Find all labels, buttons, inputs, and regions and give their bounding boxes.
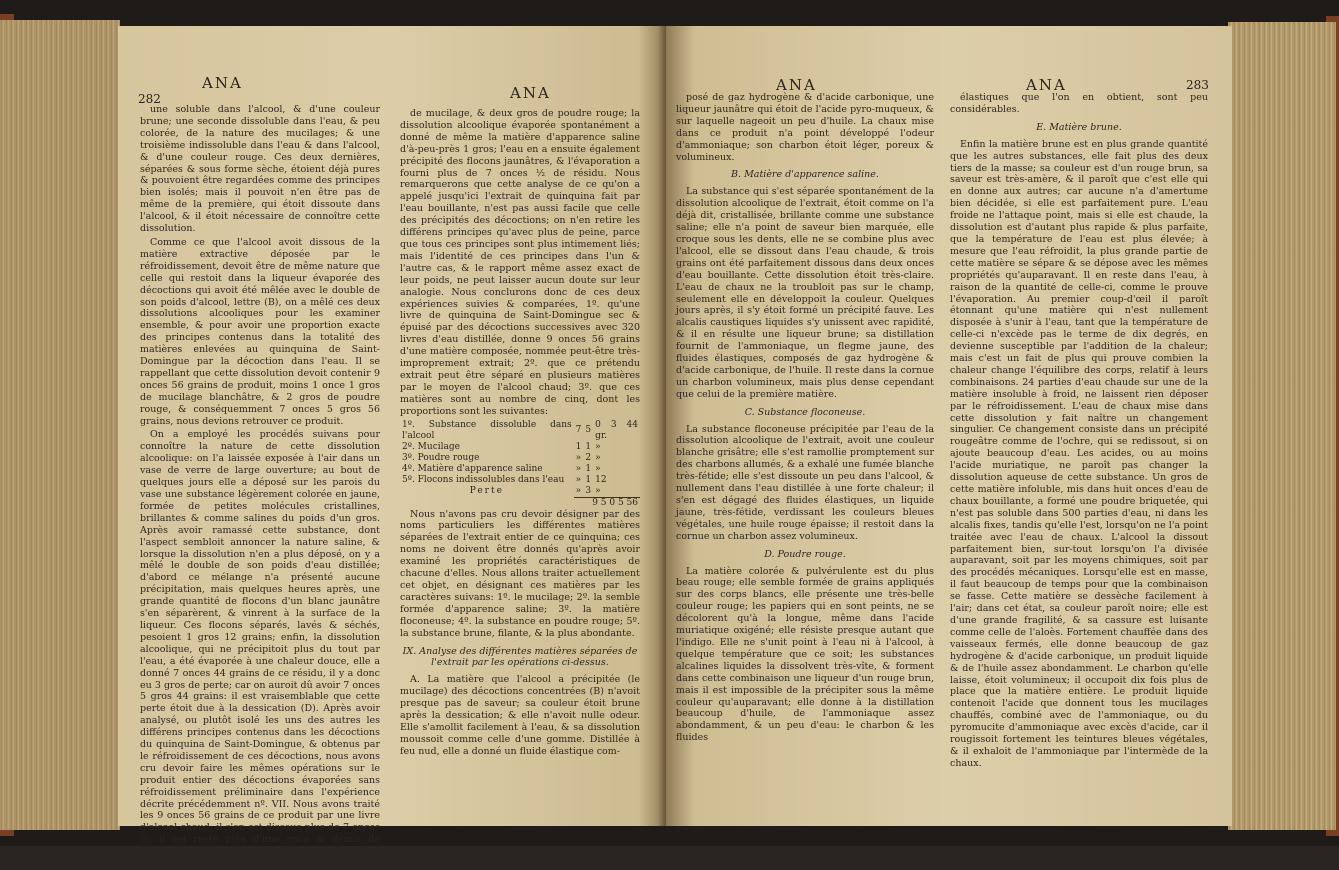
- right-page: [666, 26, 1232, 826]
- paragraph: La substance floconeuse précipitée par l'eau de la dissolution alcoolique de l'extrait, avoit une couleur blanche grisâtre; elle s'est ramollie promptement sur des charbons allumés, & a exhalé une fumée blanche très-fétide; elle s'est dissoute un peu dans l'alcool, & nullement dans l'eau distillée à une forte chaleur; il s'en est dégagé des fluides élastiques, un liquide jaune, très-fétide, verdissant les couleurs bleues végétales, une huile rouge épaisse; il restoit dans la cornue un charbon assez volumineux.: [676, 423, 934, 542]
- table-row: [400, 486, 640, 498]
- table-row: [400, 442, 640, 453]
- table-cell: 4º. Matière d'apparence saline: [402, 463, 543, 474]
- page-number-left: 282: [138, 92, 161, 106]
- table-cell: 1: [575, 441, 582, 452]
- table-cell: 12: [595, 474, 607, 485]
- page-edges-left: [0, 20, 120, 830]
- right-column-2: [950, 92, 1208, 816]
- table-cell: 1: [585, 441, 592, 452]
- table-total: 9 5 0 5 56: [574, 497, 640, 509]
- table-cell: »: [595, 463, 601, 474]
- table-cell: 7: [575, 425, 582, 436]
- table-cell: »: [575, 463, 582, 474]
- table-row: [400, 464, 640, 475]
- running-header-right-1: ANA: [776, 76, 817, 94]
- table-cell: 3: [585, 485, 592, 496]
- left-page: [118, 26, 666, 870]
- table-cell: Perte: [469, 485, 504, 496]
- proportions-table: [400, 420, 640, 509]
- paragraph: Enfin la matière brune est en plus grande quantité que les autres substances, elle fait plus des deux tiers de la masse; sa couleur est d'un rouge brun, sa saveur est très-amère, & il paroît que c'est elle qui en donne aux autres; car aucune n'a d'amertume bien décidée, si elle est parfaitement pure. L'eau froide ne l'attaque point, mais si elle est chaude, la dissolution est d'autant plus rapide & plus parfaite, que la température de l'eau est plus élevée; à mesure que l'eau réfroidit, la plus grande partie de cette matière se sépare & se dépose avec les mêmes propriétés qu'auparavant. Il en reste dans l'eau, à raison de la quantité de celle-ci, comme le prouve l'évaporation. Au premier coup-d'œil il paroît étonnant qu'une matière qui n'est nullement disposée à s'unir à l'eau, tant que la température de celle-ci n'excède pas le terme de dix degrés, en devienne susceptible par l'addition de la chaleur; mais c'est un fait de plus qui prouve combien la chaleur change l'équilibre des corps, relatif à leurs combinaisons. 24 parties d'eau chaude sur une de la matière insoluble à froid, ne laissent rien déposer par le réfroidissement. L'eau de chaux mise dans cette dissolution y fait naître un changement singulier. Ce changement consiste dans un précipité rougeâtre comme de l'ochre, qui se redissout, si on ajoute beaucoup d'eau. Les acides, ou au moins l'acide muriatique, ne paroît pas changer la dissolution aqueuse de cette substance. Un gros de cette matière infoluble, mis dans huit onces d'eau de chaux bouillante, a formé une poudre briquetée, qui n'est pas soluble dans 500 parties d'eau, ni dans les alcalis fixes, tandis qu'elle l'est, lorsqu'on ne l'a point traitée avec l'eau de chaux. L'alcool la dissout parfaitement bien, sur-tout lorsqu'on l'a divisée auparavant, soit par les moyens chimiques, soit par des procédés mécaniques. Lorsqu'elle est en masse, il faut beaucoup de temps pour que la combinaison se fasse. Cette matière se dessèche facilement à l'air; dans cet état, sa couleur paroît noire; elle est d'une grande fragilité, & sa cassure est luisante comme celle de l'aloès. Fortement chauffée dans des vaisseaux fermés, elle donne beaucoup de gaz hydrogène & d'acide carbonique, un produit liquide & de l'huile assez abondamment. Le charbon qu'elle laisse, étoit volumineux; il occupoit dix fois plus de place que la matière entière. Le produit liquide contenoit l'acide que donnent tous les mucilages chauffés, combiné avec de l'ammoniaque, ou du pyromucite d'ammoniaque avec excès d'acide, car il rougissoit fortement les teintures bleues végétales, & il exhaloit de l'ammoniaque par l'intermède de la chaux.: [950, 138, 1208, 769]
- right-column-1: [676, 92, 934, 816]
- paragraph: élastiques que l'on en obtient, sont peu considérables.: [950, 92, 1208, 115]
- section-heading: B. Matière d'apparence saline.: [731, 169, 879, 181]
- table-row: [400, 420, 640, 442]
- paragraph: La matière colorée & pulvérulente est du plus beau rouge; elle semble formée de grains appliqués sur des corps blancs, elle présente une très-belle couleur rouge; les papiers qui en sont peints, ne se décolorent qu'à la longue, même dans l'acide muriatique oxigéné; elle résiste presque autant que l'indigo. Elle ne s'unit point à l'eau ni à l'alcool, à quelque température que ce soit; les substances alcalines liquides la dissolvent très-vîte, & forment dans cette combinaison une liqueur d'un rouge brun, mais il est impossible de la précipiter sous la même couleur qu'auparavant; elle donne à la distillation beaucoup d'huile, de l'ammoniaque assez abondamment, & un peu d'eau: le charbon & les fluides: [676, 565, 934, 744]
- table-cell: 2º. Mucilage: [402, 441, 460, 452]
- table-cell: »: [595, 485, 601, 496]
- paragraph: une soluble dans l'alcool, & d'une couleur brune; une seconde dissoluble dans l'eau, & peu colorée, de la nature des mucilages; & une troisième indissoluble dans l'eau & dans l'alcool, & d'une couleur rouge. Ces deux dernières, séparées & sous forme sèche, étoient déjà pures & pouvoient être regardées comme des principes bien isolés; mais il pouvoit n'en être pas de même de la première, qui étoit dissoute dans l'alcool, & il étoit nécessaire de connoître cette dissolution.: [140, 104, 380, 235]
- section-heading: IX. Analyse des différentes matières séparées de l'extrait par les opérations ci-dessus.: [402, 645, 638, 669]
- section-heading: C. Substance floconeuse.: [744, 406, 866, 418]
- table-cell: 1: [585, 463, 592, 474]
- table-cell: 3º. Poudre rouge: [402, 452, 480, 463]
- paragraph: Comme ce que l'alcool avoit dissous de la matière extractive déposée par le réfroidissement, devoit être de même nature que celle qui restoit dans la liqueur évaporée des décoctions qui avoit été mêlée avec le double de son poids d'alcool, lettre (B), on a mêlé ces deux dissolutions alcooliques pour les examiner ensemble, & pour avoir une proportion exacte des principes contenus dans la totalité des matières enlevées au quinquina de Saint-Domingue par la décoction dans l'eau. Il se rappellant que cette dissolution devoit contenir 9 onces 56 grains de produit, moins 1 once 1 gros de mucilage blanchâtre, & 2 gros de poudre rouge, & conséquemment 7 onces 5 gros 56 grains, nous devions retrouver ce produit.: [140, 236, 380, 427]
- table-cell: 0 3 44 gr.: [595, 419, 638, 441]
- running-header-left-1: ANA: [202, 74, 243, 92]
- table-row: [400, 453, 640, 464]
- table-cell: 5º. Flocons indissolubles dans l'eau: [402, 474, 565, 485]
- table-cell: »: [575, 485, 582, 496]
- paragraph: Nous n'avons pas cru devoir désigner par des noms particuliers les différentes matières séparées de l'extrait entier de ce quinquina; ces noms ne doivent être donnés qu'après avoir examiné les propriétés caractéristiques de chacune d'elles. Nous allons traiter actuellement cet objet, en désignant ces matières par les caractères suivans: 1º. le mucilage; 2º. la semble formée d'apparence saline; 3º. la matière floconeuse; 4º. la substance en poudre rouge; 5º. la substance brune, filante, & la plus abondante.: [400, 508, 640, 639]
- table-cell: »: [575, 452, 582, 463]
- paragraph: posé de gaz hydrogène & d'acide carbonique, une liqueur jaunâtre qui étoit de l'acide pyro-muqueux, & sur laquelle nageoit un peu d'huile. La chaux mise dans ce produit n'a point développé l'odeur d'ammoniaque; son charbon étoit léger, poreux & volumineux.: [676, 92, 934, 163]
- page-number-right: 283: [1186, 78, 1209, 92]
- table-cell: »: [575, 474, 582, 485]
- table-cell: »: [595, 452, 601, 463]
- left-column-1: [140, 104, 380, 870]
- table-cell: 5: [585, 425, 592, 436]
- section-heading: D. Poudre rouge.: [764, 548, 846, 560]
- left-column-2: [400, 108, 640, 816]
- table-cell: »: [595, 441, 601, 452]
- table-cell: 1º. Substance dissoluble dans l'alcool: [402, 419, 572, 441]
- paragraph: A. La matière que l'alcool a précipitée (le mucilage) des décoctions concentrées (B) n'avoit presque pas de saveur; sa couleur étoit brune après la dessication; & elle n'avoit nulle odeur. Elle s'amollit facilement à l'eau, & sa dissolution moussoit comme celle d'une gomme. Distillée à feu nud, elle a donné un fluide élastique com-: [400, 674, 640, 757]
- paragraph: de mucilage, & deux gros de poudre rouge; la dissolution alcoolique évaporée spontanément a donné de même la matière d'apparence saline d'à-peu-près 1 gros; l'eau en a ensuite également précipité des flocons jaunâtres, & l'évaporation a fourni plus de 7 onces ½ de résidu. Nous remarquerons que cette analyse de ce qu'on a appelé jusqu'ici l'extrait de quinquina fait par l'eau bouillante, n'est pas aussi facile que celle des précipités des décoctions; on n'en retire les différens principes qu'avec plus de peine, parce que tous ces principes sont plus intimement liés; mais l'identité de ces principes dans l'un & l'autre cas, & le rapport même assez exact de leur poids, ne peut laisser aucun doute sur leur analogie. Nous conclurons donc de ces deux expériences suivies & comparées, 1º. qu'une livre de quinquina de Saint-Domingue sec & épuisé par des décoctions successives avec 320 livres d'eau distillée, donne 9 onces 56 grains d'une matière composée, nommée peut-être très-improprement extrait; 2º. que ce prétendu extrait peut être séparé en plusieurs matières par le moyen de l'alcool chaud; 3º. que ces matières sont au nombre de cinq, dont les proportions sont les suivantes:: [400, 108, 640, 417]
- section-heading: E. Matière brune.: [1036, 121, 1122, 133]
- table-cell: 1: [585, 474, 592, 485]
- table-cell: 2: [585, 452, 592, 463]
- table-row: [400, 475, 640, 486]
- running-header-left-2: ANA: [510, 84, 551, 102]
- page-edges-right: [1228, 22, 1336, 830]
- table-total-row: [400, 497, 640, 509]
- paragraph: On a employé les procédés suivans pour connoître la nature de cette dissolution alcoolique: on l'a laissée exposée à l'air dans un vase de verre de large ouverture; au bout de quelques jours elle a déposé sur les parois du vase une substance légèrement colorée en jaune, formée de petites molécules cristallines, brillantes & comme salines du poids d'un gros. Après avoir ramassé cette substance, dont l'aspect sembloit annoncer la nature saline, & lorsque la dissolution n'en a plus déposé, on y a mêlé le double de son poids d'eau distillée; d'abord ce mélange n'a présenté aucune précipitation, mais quelques heures après, une grande quantité de flocons d'un blanc jaunâtre s'en séparèrent, & vinrent à la surface de la liqueur. Ces flocons séparés, lavés & séchés, pesoient 1 gros 12 grains; enfin, la dissolution alcoolique, qui ne précipitoit plus du tout par l'eau, a été évaporée à une chaleur douce, elle a donné 7 onces 44 grains de ce résidu, il y a donc eu 3 gros de perte; car on auroit dû avoir 7 onces 5 gros 44 grains: il est vraisemblable que cette perte étoit due à la dessication (D). Après avoir analysé, ou plutôt isolé les uns des autres les différens principes contenus dans les décoctions du quinquina de Saint-Domingue, & obtenus par le réfroidissement de ces décoctions, nous avons cru devoir faire les mêmes opérations sur le produit entier des décoctions évaporées sans réfroidissement préliminaire dans l'expérience décrite précédemment nº. VII. Nous avons traité les 9 onces 56 grains de ce produit par une livre d'alcool chaud; il s'en est dissous plus de 7 onces ½; il est resté près d'une once & demie de matière indissoluble, de laquelle nous avons séparé à-peu-près une once: [140, 429, 380, 870]
- paragraph: La substance qui s'est séparée spontanément de la dissolution alcoolique de l'extrait, étoit comme on l'a déjà dit, cristallisée, brillante comme une substance saline; elle n'a point de saveur bien marquée, elle croque sous les dents, elle ne se combine plus avec l'alcool, elle se dissout dans l'eau chaude, & trois grains ont été parfaitement dissous dans deux onces d'eau bouillante. Cette dissolution étoit très-claire. L'eau de chaux ne la troubloit pas sur le champ, seulement elle en développoit la couleur. Quelques jours après, il s'y étoit formé un précipité fauve. Les alcalis caustiques liquides s'y unissent avec rapidité, & il en résulte une liqueur brune; sa distillation fournit de l'ammoniaque, un flegme jaune, des fluides élastiques, composés de gaz hydrogène & d'acide carbonique, de l'huile. Il reste dans la cornue un charbon volumineux, mais plus dense cependant que celui de la première matière.: [676, 186, 934, 400]
- running-header-right-2: ANA: [1026, 76, 1067, 94]
